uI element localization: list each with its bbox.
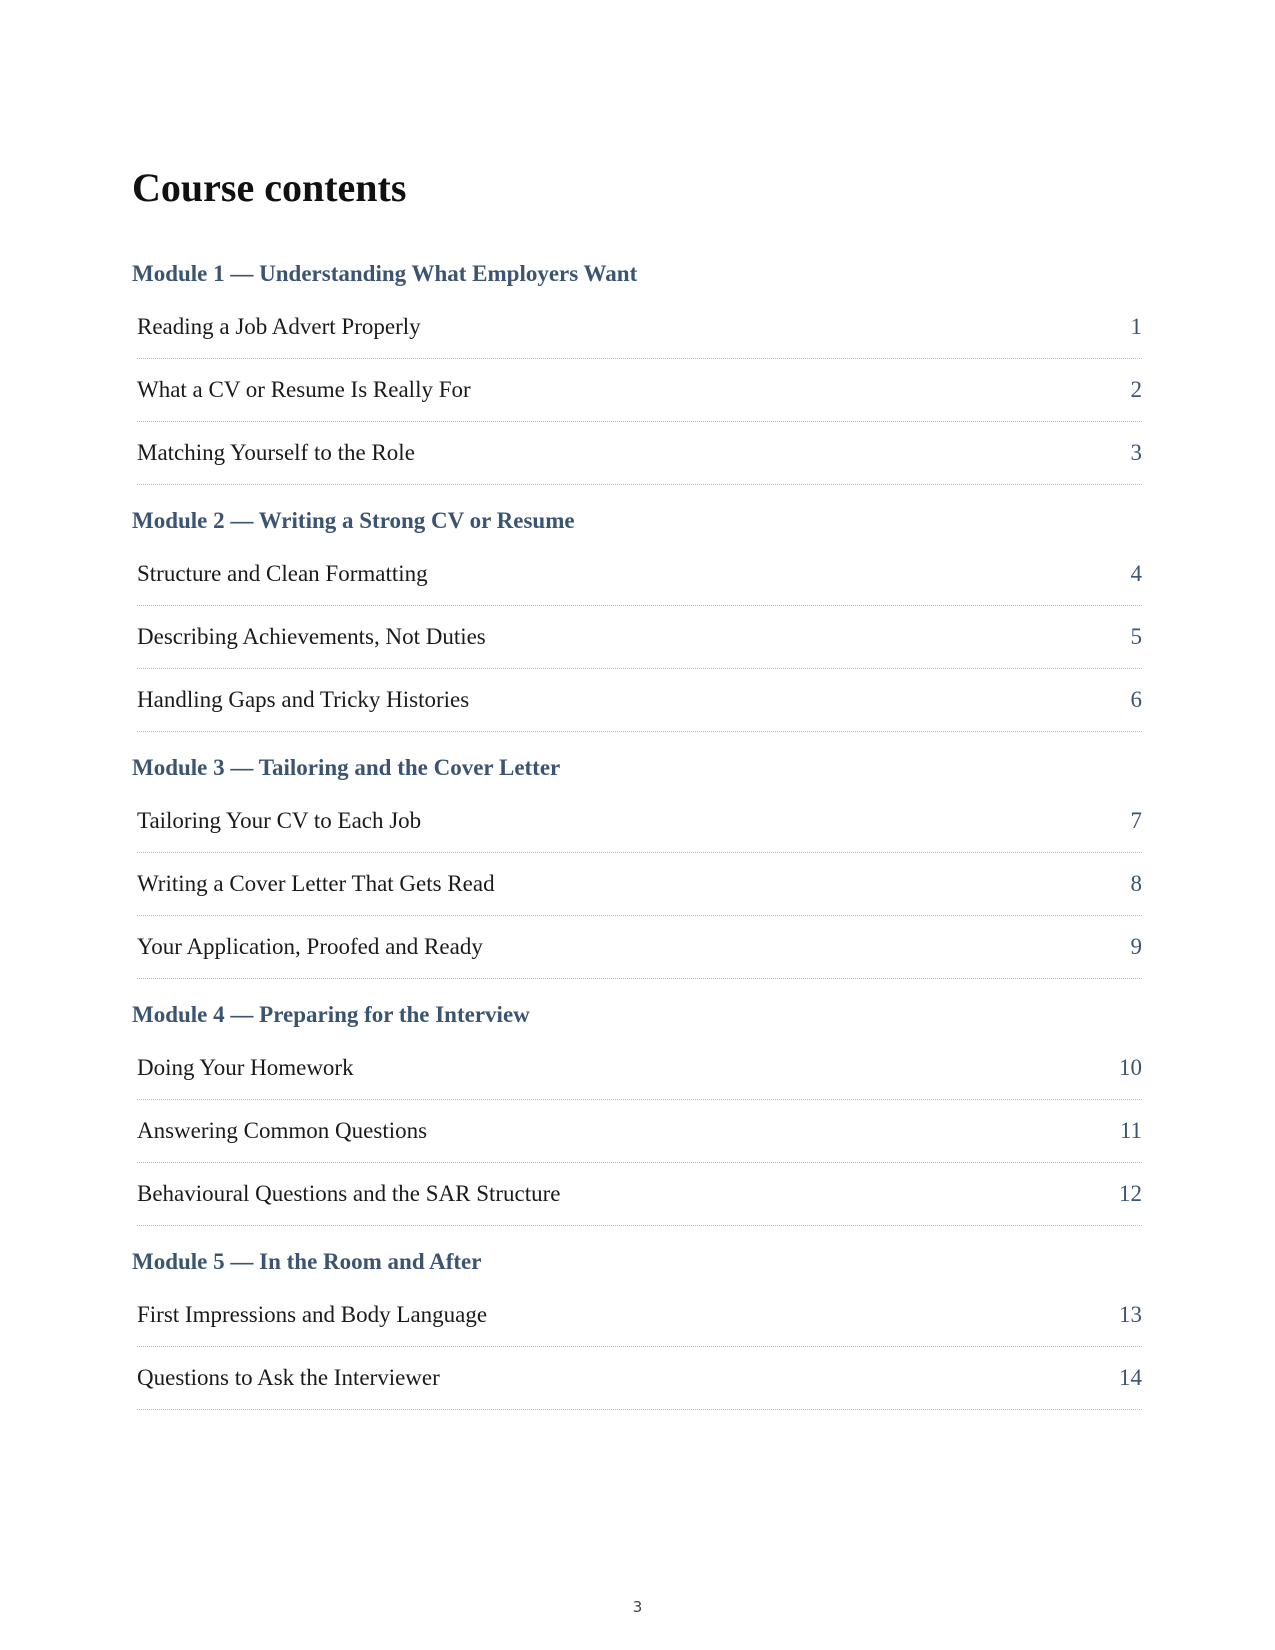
toc-entry-page: 10 [1119,1055,1142,1080]
toc-entry[interactable] [137,1163,1142,1226]
toc-entry-page: 5 [1130,624,1142,649]
toc-entry-title: First Impressions and Body Language [137,1302,488,1327]
toc-entry-title: Doing Your Homework [137,1055,354,1080]
module-3 [132,746,1142,979]
toc-entry-page: 11 [1119,1118,1142,1143]
module-4 [132,993,1142,1226]
toc-entry-page: 7 [1130,808,1142,833]
toc-entry[interactable] [137,422,1142,485]
toc-entry-page: 8 [1130,871,1142,896]
toc-entry[interactable] [137,1037,1142,1100]
toc-entry-page: 13 [1119,1302,1142,1327]
page-title: Course contents [132,165,407,210]
toc-entry-page: 9 [1130,934,1142,959]
module-heading: Module 3 — Tailoring and the Cover Letter [132,755,561,780]
toc-entry-title: Reading a Job Advert Properly [137,314,421,339]
toc-entry-title: Writing a Cover Letter That Gets Read [137,871,495,896]
toc-entry[interactable] [137,1284,1142,1347]
toc-entry-page: 12 [1119,1181,1142,1206]
toc-entry-page: 4 [1130,561,1142,586]
toc-entry-page: 2 [1130,377,1142,402]
table-of-contents [132,252,1142,1410]
toc-entry-title: Your Application, Proofed and Ready [137,934,483,959]
toc-entry-title: Questions to Ask the Interviewer [137,1365,440,1390]
toc-entry-title: Matching Yourself to the Role [137,440,415,465]
toc-entry[interactable] [137,543,1142,606]
toc-entry-title: Handling Gaps and Tricky Histories [137,687,470,712]
page-number: 3 [632,1598,643,1616]
module-heading: Module 1 — Understanding What Employers Want [132,261,638,286]
module-heading: Module 4 — Preparing for the Interview [132,1002,530,1027]
toc-entry[interactable] [137,296,1142,359]
toc-entry-title: Structure and Clean Formatting [137,561,428,586]
module-2 [132,499,1142,732]
toc-entry-page: 6 [1130,687,1142,712]
toc-entry-title: Describing Achievements, Not Duties [137,624,486,649]
toc-entry[interactable] [137,669,1142,732]
toc-entry[interactable] [137,790,1142,853]
toc-entry-page: 3 [1130,440,1142,465]
toc-entry-title: Answering Common Questions [137,1118,428,1143]
module-heading: Module 5 — In the Room and After [132,1249,482,1274]
toc-entry-title: Tailoring Your CV to Each Job [137,808,422,833]
toc-entry[interactable] [137,359,1142,422]
module-5 [132,1240,1142,1410]
toc-entry[interactable] [137,1347,1142,1410]
toc-entry-page: 1 [1130,314,1142,339]
toc-entry-title: What a CV or Resume Is Really For [137,377,471,402]
module-heading: Module 2 — Writing a Strong CV or Resume [132,508,575,533]
toc-entry-page: 14 [1119,1365,1142,1390]
module-1 [132,252,1142,485]
toc-entry[interactable] [137,1100,1142,1163]
toc-entry[interactable] [137,916,1142,979]
toc-entry-title: Behavioural Questions and the SAR Structure [137,1181,561,1206]
toc-entry[interactable] [137,606,1142,669]
toc-entry[interactable] [137,853,1142,916]
